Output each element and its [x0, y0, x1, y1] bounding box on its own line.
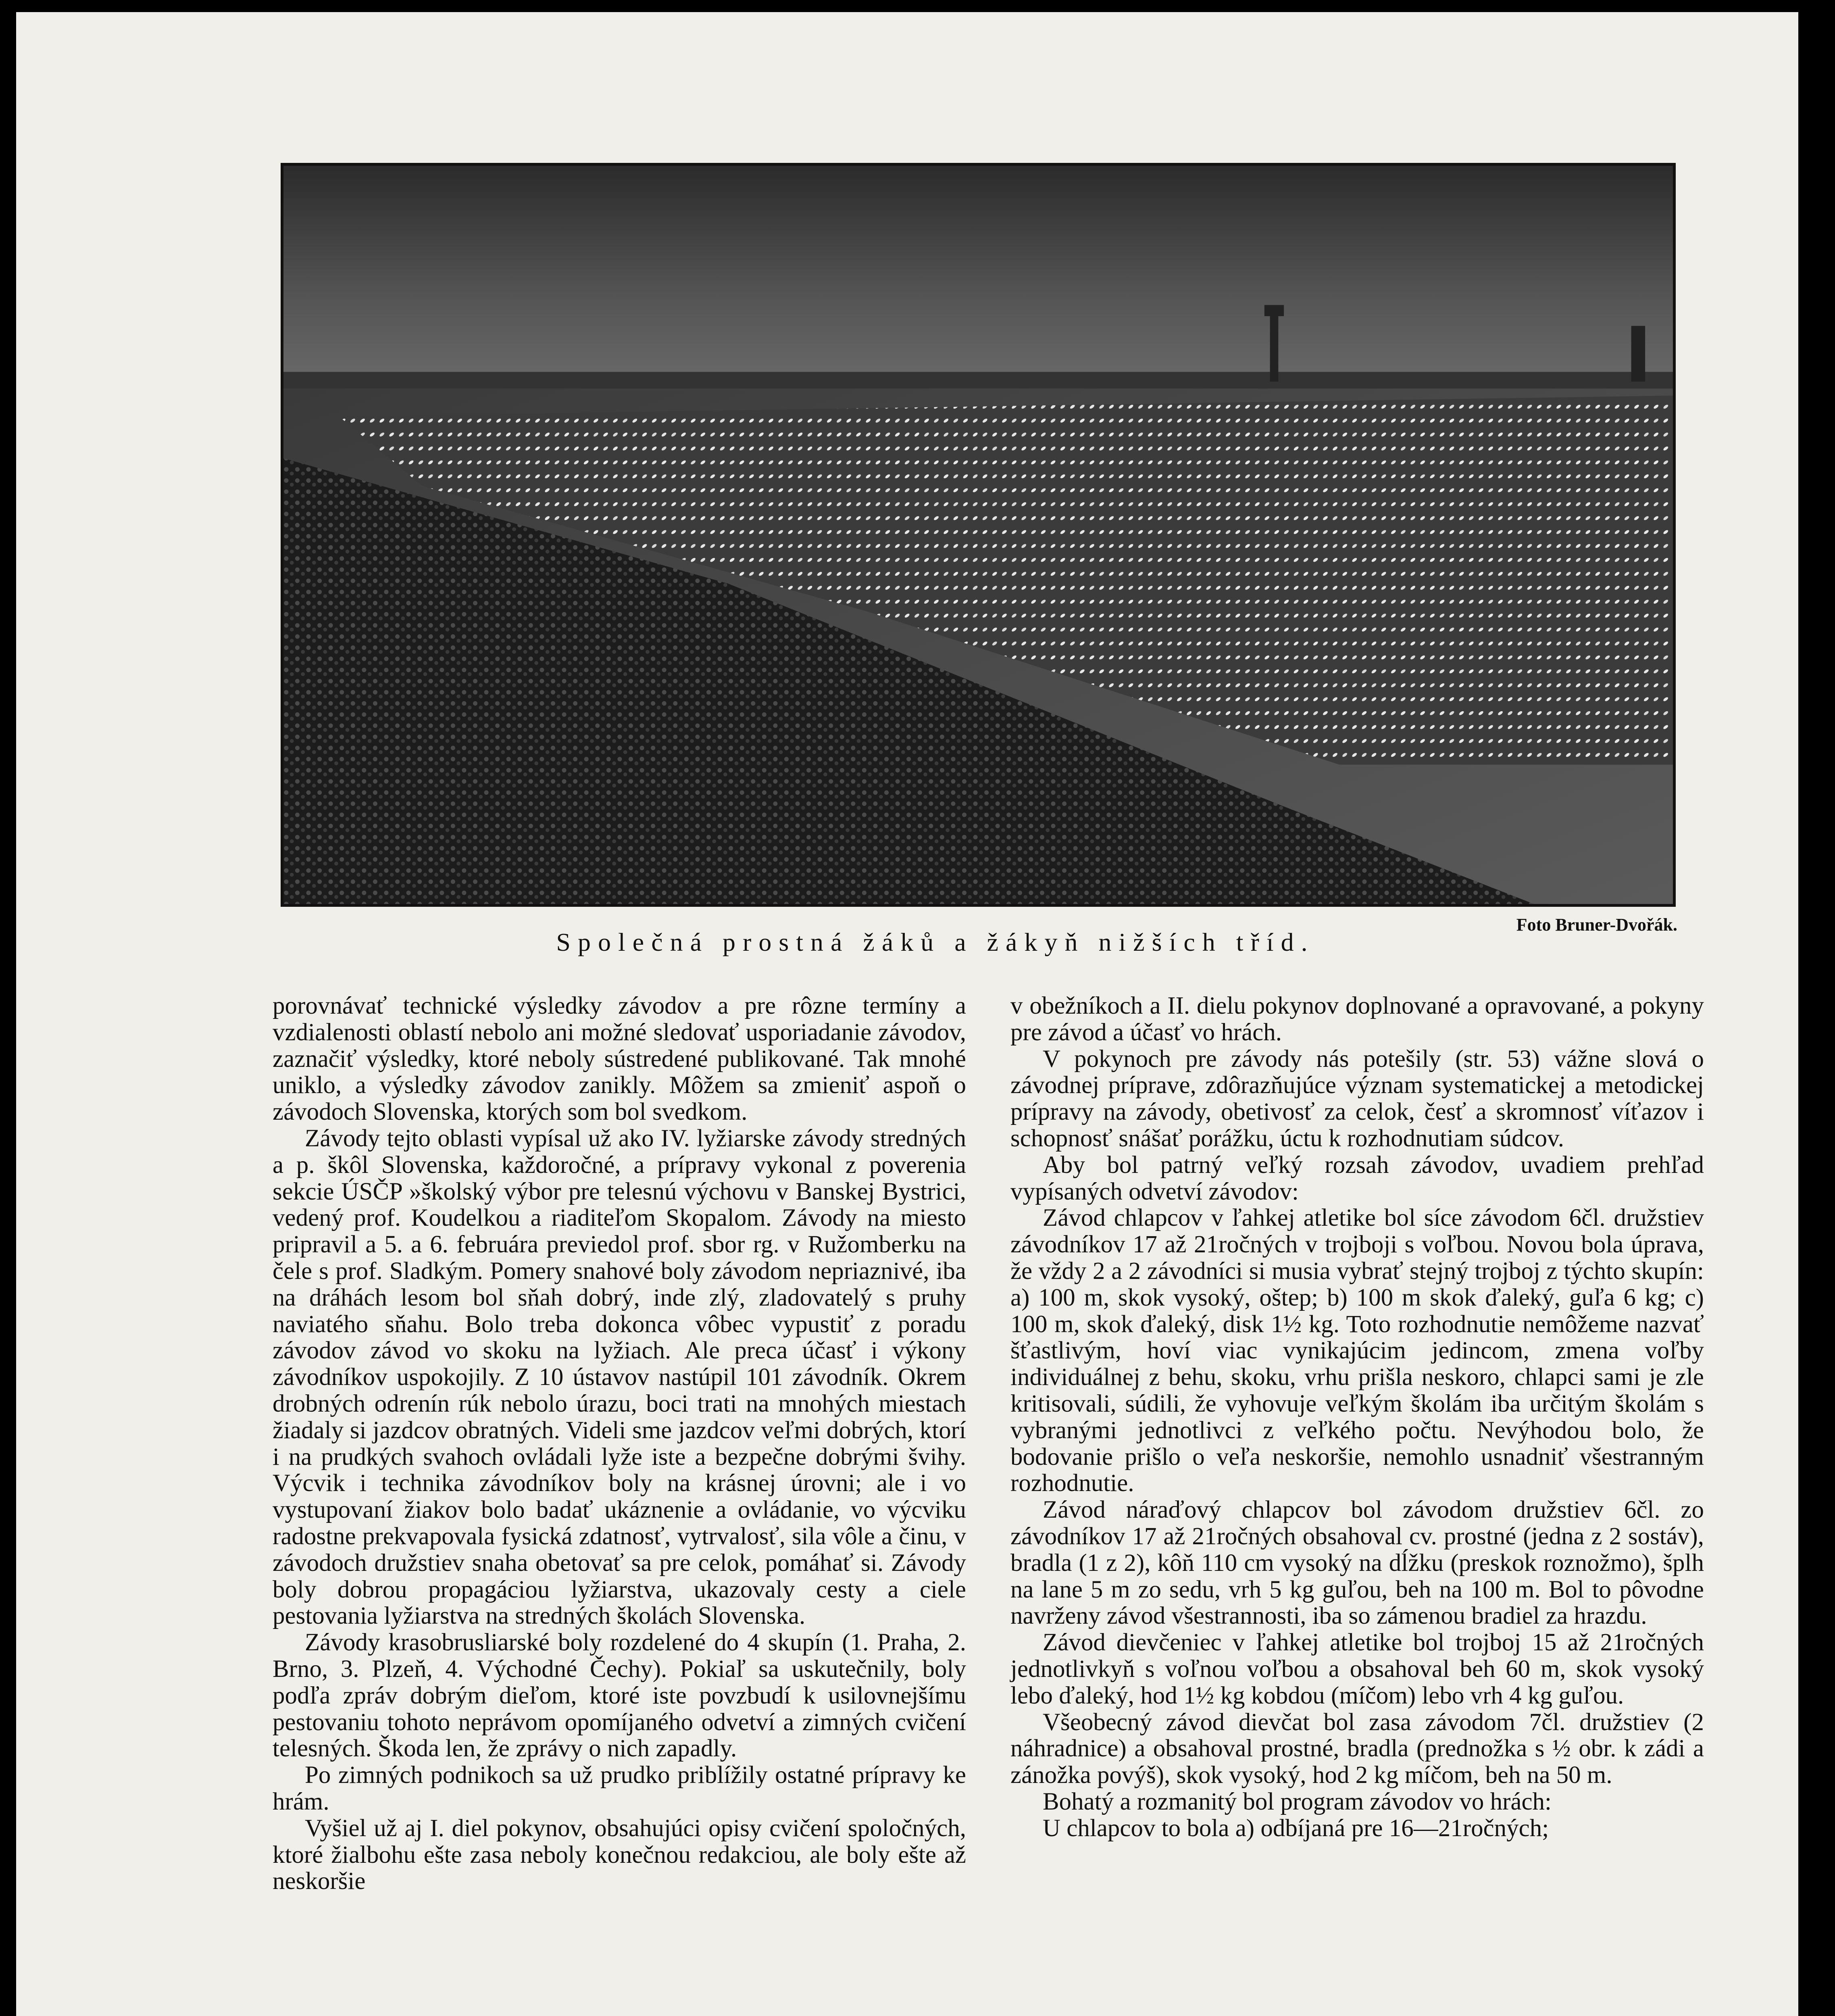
right-column	[1010, 993, 1704, 1842]
paragraph: Po zimných podnikoch sa už prudko priblížily ostatné prípravy ke hrám.	[273, 1762, 966, 1815]
paragraph: Závody tejto oblasti vypísal už ako IV. lyžiarske závody stredných a p. škôl Slovenska, každoročné, a prípravy vykonal z poverenia sekcie ÚSČP »školský výbor pre telesnú výchovu v Banskej Bystrici, vedený prof. Koudelkou a riaditeľom Skopalom. Závody na miesto pripravil a 5. a 6. februára previedol prof. sbor rg. v Ružomberku na čele s prof. Sladkým. Pomery snahové boly závodom nepriaznivé, iba na dráhách lesom bol sňah dobrý, inde zlý, zladovatelý s pruhy naviatého sňahu. Bolo treba dokonca vôbec vypustiť z poradu závodov závod vo skoku na lyžiach. Ale preca účasť i výkony závodníkov uspokojily. Z 10 ústavov nastúpil 101 závodník. Okrem drobných odrenín rúk nebolo úrazu, boci trati na mnohých miestach žiadaly si jazdcov obratných. Videli sme jazdcov veľmi dobrých, ktorí i na prudkých svahoch ovládali lyže iste a bezpečne dobrými švihy. Výcvik i technika závodníkov boly na krásnej úrovni; ale i vo vystupovaní žiakov bolo badať ukáznenie a ovládanie, vo výcviku radostne prekvapovala fysická zdatnosť, vytrvalosť, sila vôle a činu, v závodoch družstiev snaha obetovať sa pre celok, pomáhať si. Závody boly dobrou propagáciou lyžiarstva, ukazovaly cesty a ciele pestovania lyžiarstva na stredných školách Slovenska.	[273, 1125, 966, 1630]
photo-credit: Foto Bruner-Dvořák.	[1516, 915, 1677, 935]
paragraph: Bohatý a rozmanitý bol program závodov vo hrách:	[1043, 1788, 1552, 1815]
paragraph: Aby bol patrný veľký rozsah závodov, uvadiem prehľad vypísaných odvetví závodov:	[1010, 1151, 1704, 1205]
paragraph: Všeobecný závod dievčat bol zasa závodom 7čl. družstiev (2 náhradnice) a obsahoval prostné, bradla (prednožka s ½ obr. k zádi a zánožka povýš), skok vysoký, hod 2 kg míčom, beh na 50 m.	[1010, 1708, 1704, 1789]
paragraph: U chlapcov to bola a) odbíjaná pre 16—21ročných;	[1043, 1814, 1549, 1842]
photo-image	[283, 166, 1673, 904]
paragraph: V pokynoch pre závody nás potešily (str. 53) vážne slová o závodnej príprave, zdôrazňujúce význam systematickej a metodickej prípravy na závody, obetivosť za celok, česť a skromnosť víťazov i schopnosť snášať porážku, úctu k rozhodnutiam súdcov.	[1010, 1045, 1704, 1152]
paragraph: porovnávať technické výsledky závodov a pre rôzne termíny a vzdialenosti oblastí nebolo ani možné sledovať usporiadanie závodov, zaznačiť výsledky, ktoré neboly sústredené publikované. Tak mnohé uniklo, a výsledky závodov zanikly. Môžem sa zmieniť aspoň o závodoch Slovenska, ktorých som bol svedkom.	[273, 992, 966, 1126]
left-column	[273, 993, 966, 1895]
figure-caption: Společná prostná žáků a žákyň nižších tříd.	[556, 928, 1315, 956]
paragraph: Závody krasobrusliarské boly rozdelené do 4 skupín (1. Praha, 2. Brno, 3. Plzeň, 4. Východné Čechy). Pokiaľ sa uskutečnily, boly podľa zpráv dobrým dieľom, ktoré iste povzbudí k usilovnejšímu pestovaniu tohoto neprávom opomíjaného odvetví a zimných cvičení telesných. Škoda len, že zprávy o nich zapadly.	[273, 1629, 966, 1762]
paragraph: Závod náraďový chlapcov bol závodom družstiev 6čl. zo závodníkov 17 až 21ročných obsahoval cv. prostné (jedna z 2 sostáv), bradla (1 z 2), kôň 110 cm vysoký na dĺžku (preskok roznožmo), šplh na lane 5 m zo sedu, vrh 5 kg guľou, beh na 100 m. Bol to pôvodne navrženy závod všestrannosti, iba so zámenou bradiel za hrazdu.	[1010, 1496, 1704, 1630]
paragraph: Závod chlapcov v ľahkej atletike bol síce závodom 6čl. družstiev závodníkov 17 až 21ročných v trojboji s voľbou. Novou bola úprava, že vždy 2 a 2 závodníci si musia vybrať stejný trojboj z týchto skupín: a) 100 m, skok vysoký, oštep; b) 100 m skok ďaleký, guľa 6 kg; c) 100 m, skok ďaleký, disk 1½ kg. Toto rozhodnutie nemôžeme nazvať šťastlivým, hoví viac vynikajúcim jedincom, zmena voľby individuálnej z behu, skoku, vrhu prišla neskoro, chlapci sami je zle kritisovali, súdili, že vyhovuje veľkým školám iba určitým školám s vybranými jednotlivci z veľkého počtu. Nevýhodou bolo, že bodovanie prišlo o veľa neskoršie, nemohlo usnadniť všestranným rozhodnutie.	[1010, 1204, 1704, 1497]
paragraph: v obežníkoch a II. dielu pokynov doplnované a opravované, a pokyny pre závod a účasť vo hrách.	[1010, 992, 1704, 1046]
stadium-mass-gymnastics-photo	[281, 163, 1676, 907]
document-page	[16, 12, 1798, 2016]
paragraph: Závod dievčeniec v ľahkej atletike bol trojboj 15 až 21ročných jednotlivkyň s voľnou voľbou a obsahoval beh 60 m, skok vysoký lebo ďaleký, hod 1½ kg kobdou (míčom) lebo vrh 4 kg guľou.	[1010, 1629, 1704, 1709]
paragraph: Vyšiel už aj I. diel pokynov, obsahujúci opisy cvičení spoločných, ktoré žialbohu ešte zasa neboly konečnou redakciou, ale boly ešte až neskoršie	[273, 1814, 966, 1895]
